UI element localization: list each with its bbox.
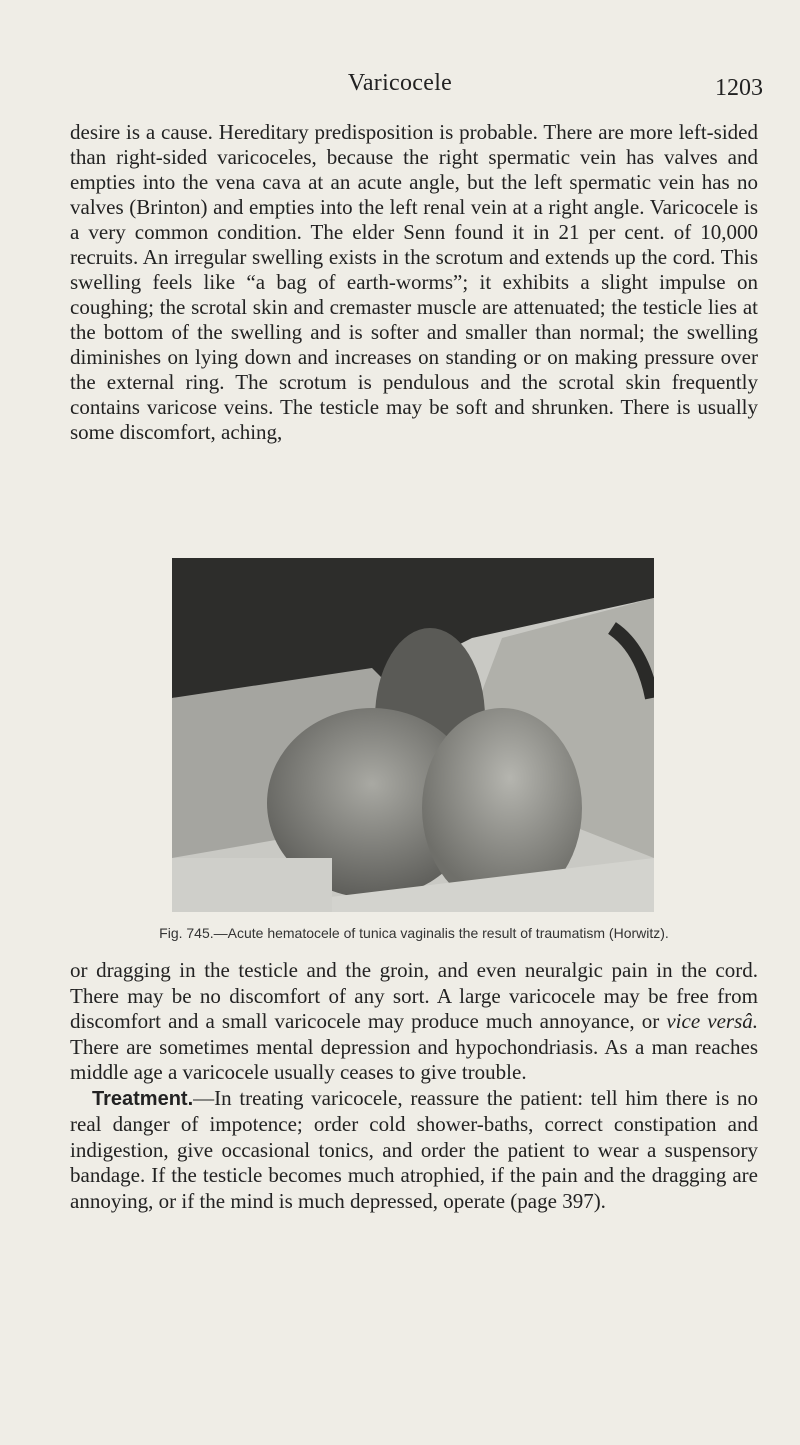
figure-caption: Fig. 745.—Acute hematocele of tunica vaginalis the result of traumatism (Horwitz). bbox=[159, 925, 669, 941]
running-head: Varicocele bbox=[347, 70, 453, 96]
page-number: 1203 bbox=[715, 75, 763, 101]
clinical-photo bbox=[172, 558, 654, 912]
text-block-top bbox=[70, 120, 758, 445]
figure-photograph bbox=[172, 558, 654, 912]
paragraph bbox=[70, 958, 758, 1086]
section-heading: Treatment. bbox=[92, 1087, 194, 1110]
italic-phrase: vice versâ. bbox=[666, 1009, 758, 1033]
paragraph: desire is a cause. Hereditary predisposition is probable. There are more left-sided than right-sided varicoceles, because the right spermatic vein has valves and empties into the vena cava at an acute angle, but the left spermatic vein has no valves (Brinton) and empties into the left renal vein at a right angle. Varicocele is a very common condition. The elder Senn found it in 21 per cent. of 10,000 recruits. An irregular swelling exists in the scrotum and extends up the cord. This swelling feels like “a bag of earth-worms”; it exhibits a slight impulse on coughing; the scrotal skin and cremaster muscle are attenuated; the testicle lies at the bottom of the swelling and is softer and smaller than normal; the swelling diminishes on lying down and increases on standing or on making pressure over the external ring. The scrotum is pendulous and the scrotal skin frequently contains varicose veins. The testicle may be soft and shrunken. There is usually some discomfort, aching, bbox=[70, 120, 758, 444]
text-block-bottom bbox=[70, 958, 758, 1214]
paragraph-text: —In treating varicocele, reassure the patient: tell him there is no real danger of impotence; order cold shower-baths, correct constipation and indigestion, give occasional tonics, and order the patient to wear a suspensory bandage. If the testicle becomes much atrophied, if the pain and the dragging are annoying, or if the mind is much depressed, operate (page 397). bbox=[70, 1085, 758, 1213]
treatment-paragraph bbox=[70, 1086, 758, 1215]
paragraph-text: There are sometimes mental depression and hypochondriasis. As a man reaches middle age a varicocele usually ceases to give trouble. bbox=[70, 1034, 758, 1084]
paragraph-text: or dragging in the testicle and the groin, and even neuralgic pain in the cord. There may be no discomfort of any sort. A large varicocele may be free from discomfort and a small varicocele may produce much annoyance, or bbox=[70, 958, 758, 1033]
